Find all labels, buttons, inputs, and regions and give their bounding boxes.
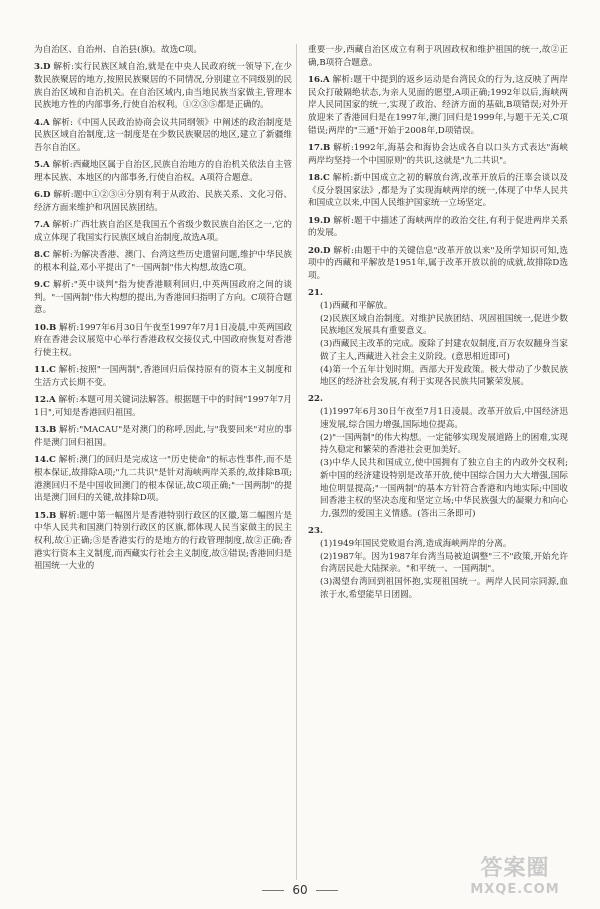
answer-text: 解析:广西壮族自治区是我国五个省级少数民族自治区之一,它的成立体现了我国实行民族区域自治制度,故选A项。 [34, 220, 292, 243]
answer-text: 解析:实行民族区域自治,就是在中央人民政府统一领导下,在少数民族聚居的地方,按照民族聚居的不同情况,分别建立不同级别的民族自治区域和自治机关。在自治区域内,由当地民族当家做主,管理本民族地方性的内部事务,行使自治权利。①②③⑤都是正确的。 [34, 62, 292, 111]
answer-text: 解析:为解决香港、澳门、台湾这些历史遗留问题,维护中华民族的根本利益,邓小平提出了"一国两制"伟大构想,故选C项。 [34, 250, 292, 273]
answer-entry [34, 189, 292, 214]
page-number: 60 [292, 883, 308, 897]
answer-text: 重要一步,西藏自治区成立有利于巩固政权和维护祖国的统一,故②正确,B项符合题意。 [308, 45, 568, 68]
answer-text: (2)1987年。因为1987年台湾当局被迫调整"三不"政策,开始允许台湾居民赴大陆探亲。"和平统一、一国两制"。 [320, 551, 568, 575]
question-number: 22. [308, 394, 323, 405]
answer-text: (3)中华人民共和国成立,使中国拥有了独立自主的内政外交权利;新中国的经济建设特别是改革开放,使中国综合国力大大增强,国际地位明显提高;"一国两制"的基本方针符合香港和内地实际;中国收回香港主权的坚决态度和坚定立场;中华民族强大的凝聚力和向心力,强烈的爱国主义情感。(答出三条即可) [320, 458, 568, 519]
answer-text: (3)渴望台湾回到祖国怀抱,实现祖国统一。两岸人民同宗同源,血浓于水,希望能早日团圆。 [320, 577, 568, 600]
answer-entry [34, 394, 292, 419]
answer-entry [34, 61, 292, 112]
question-number: 11.C [34, 365, 56, 376]
answer-text: (1)1949年国民党败退台湾,造成海峡两岸的分离。 [320, 538, 512, 549]
question-number: 14.C [34, 455, 56, 466]
answer-entry [308, 44, 568, 69]
question-number: 8.C [34, 250, 50, 261]
answer-entry [308, 525, 568, 601]
question-number: 16.A [308, 74, 330, 85]
answer-text: 解析:澳门的回归是完成这一"历史使命"的标志性事件,而不是根本保证,故排除A项;"九二共识"是针对海峡两岸关系的,故排除B项;港澳回归不是中国收回澳门的根本保证,故C项正确;"一国两制"的提出是澳门回归的关键,故排除D项。 [34, 455, 292, 504]
answer-text: 解析:由题干中的关键信息"改革开放以来"及所学知识可知,选项中的西藏和平解放是1951年,属于改革开放以前的成就,故排除D选项。 [308, 245, 568, 281]
answer-text: 解析:按照"一国两制",香港回归后保持原有的资本主义制度和生活方式长期不变。 [34, 365, 292, 389]
answer-entry [308, 287, 568, 389]
question-number: 6.D [34, 190, 51, 201]
watermark-logo [460, 856, 570, 902]
answer-text: 为自治区、自治州、自治县(旗)。故选C项。 [34, 45, 202, 55]
question-number: 10.B [34, 322, 57, 333]
question-number: 15.B [34, 510, 57, 521]
answer-entry [34, 159, 292, 184]
answer-text: 解析:"英中谈判"指为使香港顺利回归,中英两国政府之间的谈判。"一国两制"伟大构想的提出,为香港回归指明了方向。C项符合题意。 [34, 280, 292, 316]
answer-entry [308, 172, 568, 210]
right-column [308, 44, 568, 606]
answer-entry [308, 215, 568, 240]
watermark-line2: MXQE.COM [470, 882, 560, 897]
answer-entry [308, 245, 568, 283]
answer-text: (4)第一个五年计划时期。西部大开发政策。极大带动了少数民族地区的经济社会发展,有利于实现各民族共同繁荣发展。 [320, 364, 568, 388]
footer-dash-left [262, 890, 284, 891]
answer-entry [34, 322, 292, 360]
column-divider [296, 44, 297, 880]
question-number: 13.B [34, 425, 57, 436]
answer-text: 解析:1992年,海基会和海协会达成各自以口头方式表达"海峡两岸均坚持一个中国原则"的共识,这就是"九二共识"。 [308, 143, 569, 166]
answer-text: 解析:"MACAU"是对澳门的称呼,因此,与"我要回来"对应的事件是澳门回归祖国。 [34, 425, 292, 448]
answer-text: 解析:西藏地区属于自治区,民族自治地方的自治机关依法自主管理本民族、本地区的内部事务,行使自治权。A项符合题意。 [34, 160, 292, 183]
question-number: 7.A [34, 220, 50, 231]
answer-text: (1)1997年6月30日午夜至7月1日凌晨。改革开放后,中国经济迅速发展,综合国力增强,国际地位提高。 [320, 407, 568, 430]
question-number: 20.D [308, 245, 331, 256]
answer-entry [308, 74, 568, 138]
question-number: 18.C [308, 172, 330, 183]
answer-text: 解析:新中国成立之初的解放台湾,改革开放后的汪辜会谈以及《反分裂国家法》,都是为了实现海峡两岸的统一,体现了中华人民共和国成立以来,中国人民维护国家统一立场坚定。 [308, 172, 568, 209]
answer-text: 解析:本题可用关键词法解答。根据题干中的时间"1997年7月1日",可知是香港回归祖国。 [34, 395, 293, 418]
answer-entry [34, 454, 292, 505]
question-number: 3.D [34, 62, 51, 73]
question-number: 19.D [308, 215, 331, 226]
watermark-line1: 答案圈 [480, 856, 550, 881]
answer-entry [34, 424, 292, 449]
answer-entry [308, 142, 568, 167]
answer-entry [34, 510, 292, 574]
answer-text: 解析:题干中描述了海峡两岸的政治交往,有利于促进两岸关系的发展。 [308, 215, 568, 239]
question-number: 17.B [308, 143, 331, 154]
answer-text: 解析:题中①②③④分别有利于从政治、民族关系、文化习俗、经济方面来维护和巩固民族团结。 [34, 190, 292, 213]
footer-dash-right [316, 890, 338, 891]
answer-text: (2)"一国两制"的伟大构想。一定能够实现发展道路上的困难,实现持久稳定和繁荣的香港社会更加美好。 [320, 432, 568, 456]
answer-entry [34, 364, 292, 389]
answer-entry [34, 44, 292, 57]
answer-entry [34, 117, 292, 155]
answer-text: 解析:1997年6月30日午夜至1997年7月1日凌晨,中英两国政府在香港会议展览中心举行香港政权交接仪式,中国政府恢复对香港行使主权。 [34, 322, 293, 359]
answer-entry [34, 279, 292, 317]
question-number: 9.C [34, 280, 50, 290]
left-column [34, 44, 292, 578]
answer-text: (3)西藏民主改革的完成。废除了封建农奴制度,百万农奴翻身当家做了主人,西藏进入社会主义阶段。(意思相近即可) [320, 339, 568, 362]
question-number: 4.A [34, 117, 50, 128]
answer-text: (2)民族区域自治制度。对维护民族团结、巩固祖国统一,促进少数民族地区发展具有重要意义。 [320, 313, 568, 337]
question-number: 5.A [34, 160, 50, 171]
answer-text: 解析:题中第一幅图片是香港特别行政区的区徽,第二幅图片是中华人民共和国澳门特别行政区的区旗,都体现人民当家做主的民主权利,故①正确;③是香港实行的是地方的行政管理制度,故②正确;香港实行资本主义制度,而西藏实行社会主义制度,故③错误;香港回归是祖国统一大业的 [34, 510, 292, 572]
answer-text: 解析:《中国人民政治协商会议共同纲领》中阐述的政治制度是民族区域自治制度,这一制度是在少数民族聚居的地区,建立了新疆维吾尔自治区。 [34, 117, 292, 154]
question-number: 12.A [34, 395, 56, 406]
question-number: 23. [308, 526, 323, 537]
answer-text: (1)西藏和平解放。 [320, 300, 393, 311]
answer-entry [34, 219, 292, 244]
question-number: 21. [308, 288, 323, 299]
answer-entry [34, 249, 292, 274]
answer-entry [308, 393, 568, 520]
answer-text: 解析:题干中提到的返乡运动是台湾民众的行为,这反映了两岸民众打破隔绝状态,为亲人见面的愿望,A项正确;1992年以后,海峡两岸人民同国家的统一,实现了政治、经济方面的基础,B项错误;对外开放迎来了香港回归是在1997年,澳门回归是1999年,与题干无关,C项错误;两岸的"三通"开始于2008年,D项错误。 [308, 74, 568, 136]
